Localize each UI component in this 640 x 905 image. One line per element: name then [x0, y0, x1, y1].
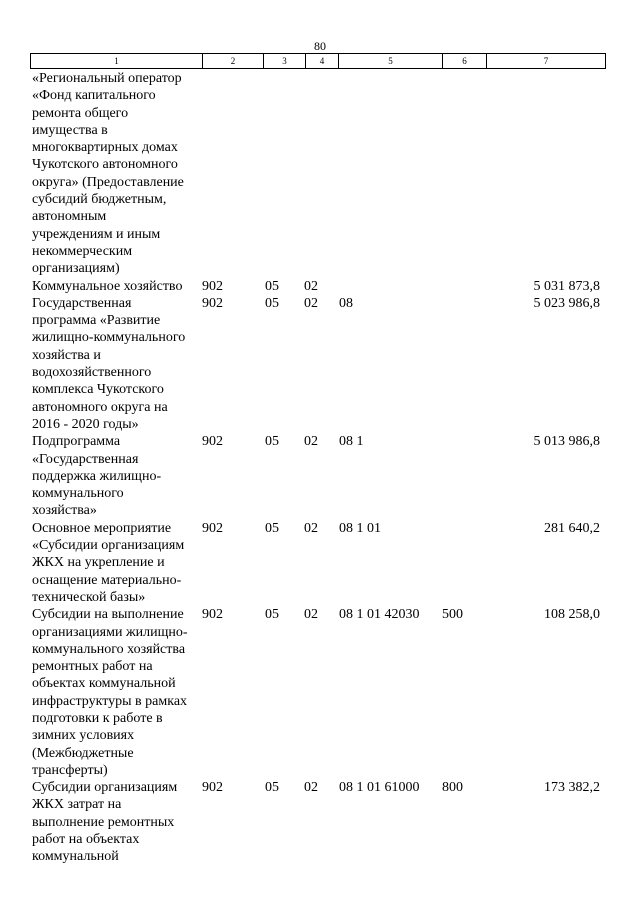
- table-header: [30, 53, 606, 69]
- column-header-6: 6: [443, 54, 487, 68]
- row-name-line: некоммерческим: [32, 243, 133, 259]
- row-name-line: Чукотского автономного: [32, 157, 178, 173]
- cell-col-3: 05: [265, 520, 279, 536]
- table-row: [30, 779, 606, 865]
- cell-col-4: 02: [304, 520, 318, 536]
- row-name-line: ремонта общего: [32, 105, 129, 121]
- row-name-line: Подпрограмма: [32, 434, 121, 450]
- row-name-line: 2016 - 2020 годы»: [32, 416, 139, 432]
- cell-col-2: 902: [202, 780, 223, 796]
- row-name-line: хозяйства и: [32, 347, 101, 363]
- row-name: [30, 433, 202, 519]
- cell-col-5: 08: [339, 295, 353, 311]
- table-row: [30, 520, 606, 606]
- row-name: [30, 779, 202, 865]
- row-name-line: автономного округа на: [32, 399, 168, 415]
- row-name-line: оснащение материально-: [32, 572, 182, 588]
- row-name-line: поддержка жилищно-: [32, 468, 162, 484]
- row-name-line: работ на объектах: [32, 832, 140, 848]
- row-name-line: программа «Развитие: [32, 313, 161, 329]
- cell-col-7: 281 640,2: [544, 520, 600, 536]
- cell-col-2: 902: [202, 607, 223, 623]
- row-name-line: Субсидии организациям: [32, 780, 178, 796]
- column-header-3: 3: [264, 54, 306, 68]
- row-name-line: округа» (Предоставление: [32, 174, 184, 190]
- row-name-line: коммунального хозяйства: [32, 641, 186, 657]
- cell-col-3: 05: [265, 434, 279, 450]
- row-name-line: ремонтных работ на: [32, 659, 153, 675]
- row-name-line: «Государственная: [32, 451, 139, 467]
- table-row: [30, 70, 606, 278]
- row-name-line: выполнение ремонтных: [32, 814, 175, 830]
- cell-col-4: 02: [304, 780, 318, 796]
- row-name: [30, 606, 202, 779]
- row-name-line: коммунального: [32, 486, 124, 502]
- row-name-line: организациям): [32, 261, 120, 277]
- column-header-4: 4: [306, 54, 339, 68]
- cell-col-5: 08 1 01 42030: [339, 607, 420, 623]
- cell-col-3: 05: [265, 278, 279, 294]
- column-header-7: 7: [543, 56, 549, 66]
- row-name-line: технической базы»: [32, 589, 146, 605]
- row-name: [30, 520, 202, 606]
- cell-col-4: 02: [304, 278, 318, 294]
- row-name-line: зимних условиях: [32, 728, 135, 744]
- row-name-line: комплекса Чукотского: [32, 382, 164, 398]
- cell-col-3: 05: [265, 295, 279, 311]
- cell-col-7: 173 382,2: [544, 780, 600, 796]
- row-name-line: подготовки к работе в: [32, 710, 163, 726]
- row-name-line: (Межбюджетные: [32, 745, 134, 761]
- row-name-line: Субсидии на выполнение: [32, 607, 184, 623]
- row-name-line: имущества в: [32, 122, 108, 138]
- row-name-line: хозяйства»: [32, 503, 97, 519]
- row-name: [30, 70, 202, 278]
- row-name-line: автономным: [32, 209, 107, 225]
- cell-col-2: 902: [202, 520, 223, 536]
- table-row: [30, 606, 606, 779]
- column-header-5: 5: [339, 54, 443, 68]
- row-name-line: «Фонд капитального: [32, 88, 156, 104]
- cell-col-4: 02: [304, 434, 318, 450]
- row-name: [30, 278, 202, 295]
- row-name-line: Основное мероприятие: [32, 520, 172, 536]
- page-number: 80: [314, 39, 326, 53]
- row-name-line: жилищно-коммунального: [32, 330, 186, 346]
- row-name-line: инфраструктуры в рамках: [32, 693, 188, 709]
- cell-col-3: 05: [265, 607, 279, 623]
- row-name-line: водохозяйственного: [32, 365, 152, 381]
- column-header-1: 1: [31, 54, 203, 68]
- cell-col-5: 08 1 01: [339, 520, 381, 536]
- row-name-line: учреждениям и иным: [32, 226, 161, 242]
- table-body: [30, 70, 606, 866]
- table-row: [30, 278, 606, 295]
- cell-col-4: 02: [304, 295, 318, 311]
- row-name-line: «Региональный оператор: [32, 71, 182, 86]
- row-name-line: субсидий бюджетным,: [32, 192, 167, 208]
- row-name: [30, 295, 202, 433]
- row-name-line: трансферты): [32, 762, 108, 778]
- row-name-line: Государственная: [32, 295, 132, 311]
- row-name-line: коммунальной: [32, 849, 119, 865]
- cell-col-7: 5 023 986,8: [533, 295, 600, 311]
- row-name-line: ЖКХ на укрепление и: [32, 555, 165, 571]
- cell-col-7: 5 031 873,8: [533, 278, 600, 294]
- cell-col-6: 800: [442, 780, 463, 796]
- row-name-line: Коммунальное хозяйство: [32, 278, 183, 294]
- cell-col-4: 02: [304, 607, 318, 623]
- table-row: [30, 295, 606, 433]
- cell-col-3: 05: [265, 780, 279, 796]
- cell-col-2: 902: [202, 295, 223, 311]
- cell-col-7: 108 258,0: [544, 607, 600, 623]
- row-name-line: организациями жилищно-: [32, 624, 188, 640]
- column-header-2: 2: [203, 54, 264, 68]
- cell-col-6: 500: [442, 607, 463, 623]
- row-name-line: «Субсидии организациям: [32, 538, 185, 554]
- row-name-line: объектах коммунальной: [32, 676, 176, 692]
- cell-col-5: 08 1 01 61000: [339, 780, 420, 796]
- cell-col-2: 902: [202, 278, 223, 294]
- table-row: [30, 433, 606, 519]
- row-name-line: многоквартирных домах: [32, 140, 178, 156]
- cell-col-7: 5 013 986,8: [533, 434, 600, 450]
- row-name-line: ЖКХ затрат на: [32, 797, 122, 813]
- cell-col-2: 902: [202, 434, 223, 450]
- cell-col-5: 08 1: [339, 434, 364, 450]
